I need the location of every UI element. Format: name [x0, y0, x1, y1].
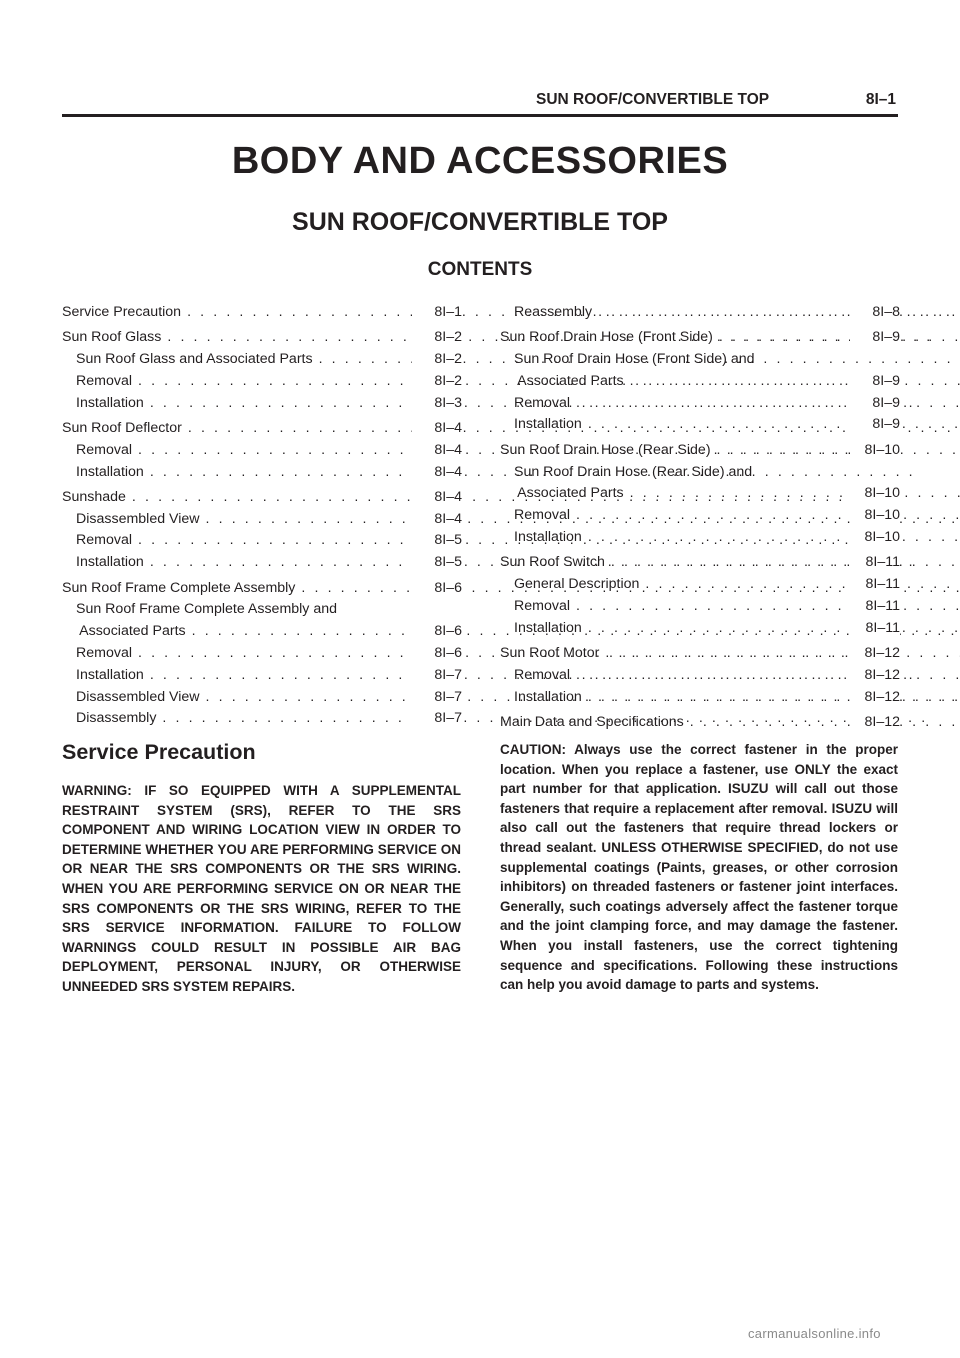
toc-entry[interactable] — [62, 418, 462, 440]
toc-entry-title: Sun Roof Motor — [500, 644, 600, 661]
document-subtitle: SUN ROOF/CONVERTIBLE TOP — [292, 208, 668, 236]
toc-entry-title: Removal — [76, 532, 132, 549]
toc-entry-page: 8I–9 — [850, 371, 900, 393]
toc-dot-leader — [598, 302, 960, 324]
toc-entry-page: 8I–10 — [850, 440, 900, 462]
toc-dot-leader — [588, 687, 960, 709]
toc-entry[interactable] — [500, 712, 900, 734]
toc-entry-page: 8I–4 — [412, 462, 462, 484]
toc-entry-page: 8I–4 — [412, 509, 462, 531]
toc-entry-page: 8I–7 — [412, 665, 462, 687]
toc-entry-title: Removal — [514, 507, 570, 524]
toc-entry[interactable] — [500, 393, 900, 415]
toc-entry-page: 8I–6 — [412, 643, 462, 665]
toc-entry[interactable] — [62, 578, 462, 600]
toc-entry-page: 8I–11 — [850, 618, 900, 640]
toc-entry[interactable] — [62, 440, 462, 462]
header-rule — [62, 114, 898, 117]
toc-entry-page: 8I–10 — [850, 527, 900, 549]
toc-entry-title: Removal — [76, 441, 132, 458]
toc-dot-leader — [588, 414, 960, 436]
toc-dot-leader — [690, 712, 960, 734]
toc-entry-title: Disassembled View — [76, 688, 200, 705]
toc-entry-page: 8I–7 — [412, 687, 462, 709]
toc-entry-page: 8I–2 — [412, 349, 462, 371]
toc-entry[interactable] — [500, 505, 900, 527]
toc-entry-page: 8I–9 — [850, 327, 900, 349]
toc-entry-title: Sun Roof Switch — [500, 554, 605, 571]
toc-entry-title: Associated Parts — [514, 485, 624, 502]
toc-dot-leader — [605, 643, 960, 665]
toc-entry-title: Removal — [514, 394, 570, 411]
toc-entry[interactable] — [500, 643, 900, 665]
toc-entry-title: Installation — [514, 528, 582, 545]
toc-entry[interactable] — [500, 618, 900, 640]
toc-entry-page: 8I–9 — [850, 414, 900, 436]
toc-entry[interactable] — [500, 371, 900, 393]
toc-entry-page: 8I–5 — [412, 552, 462, 574]
toc-entry-title: Installation — [76, 463, 144, 480]
toc-entry-page: 8I–4 — [412, 440, 462, 462]
toc-entry[interactable] — [500, 687, 900, 709]
toc-entry-title: Sun Roof Glass — [62, 329, 162, 346]
toc-entry-page: 8I–2 — [412, 371, 462, 393]
toc-entry[interactable] — [62, 552, 462, 574]
toc-entry-page: 8I–12 — [850, 665, 900, 687]
toc-entry[interactable] — [500, 440, 900, 462]
toc-left-column — [62, 302, 462, 730]
toc-entry[interactable] — [62, 487, 462, 509]
toc-entry[interactable] — [500, 574, 900, 596]
toc-dot-leader — [630, 371, 960, 393]
toc-entry[interactable] — [500, 483, 900, 505]
toc-entry-title: Installation — [76, 554, 144, 571]
toc-entry-title: Disassembly — [76, 710, 157, 727]
header-section-title: SUN ROOF/CONVERTIBLE TOP — [536, 91, 770, 108]
warning-paragraph: WARNING: IF SO EQUIPPED WITH A SUPPLEMENTAL RESTRAINT SYSTEM (SRS), REFER TO THE SRS COMPONENT AND WIRING LOCATION VIEW IN ORDER TO DETERMINE WHETHER YOU ARE PERFORMING SERVICE ON OR NEAR THE SRS COMPONENTS OR THE SRS WIRING. WHEN YOU ARE PERFORMING SERVICE ON OR NEAR THE SRS COMPONENTS OR THE SRS WIRING, REFER TO THE SRS SERVICE INFORMATION. FAILURE TO FOLLOW WARNINGS COULD RESULT IN POSSIBLE AIR BAG DEPLOYMENT, PERSONAL INJURY, OR OTHERWISE UNNEEDED SRS SYSTEM REPAIRS. — [62, 783, 461, 994]
toc-dot-leader — [719, 327, 960, 349]
toc-entry-line: Sun Roof Drain Hose (Front Side) and — [514, 351, 755, 368]
toc-entry-title: Installation — [514, 619, 582, 636]
toc-entry[interactable] — [500, 552, 900, 574]
toc-entry[interactable] — [62, 665, 462, 687]
caution-paragraph: CAUTION: Always use the correct fastener in the proper location. When you replace a fastener, use ONLY the exact part number for that application. ISUZU will call out those fasteners that require a replacement after removal. ISUZU will also call out the fasteners that require thread lockers or thread sealant. UNLESS OTHERWISE SPECIFIED, do not use supplemental coatings (Paints, greases, or other corrosion inhibitors) on threaded fasteners or fastener joint interfaces. Generally, such coatings adversely affect the fastener torque and the joint clamping force, and may damage the fastener. When you install fasteners, use the correct tightening sequence and specifications. Following these instructions can help you avoid damage to parts and systems. — [500, 742, 898, 993]
toc-entry-title: Sun Roof Deflector — [62, 419, 182, 436]
toc-entry-title: Sun Roof Frame Complete Assembly — [62, 579, 296, 596]
toc-entry[interactable] — [62, 302, 462, 324]
toc-entry-page: 8I–6 — [412, 578, 462, 600]
toc-entry-page: 8I–5 — [412, 530, 462, 552]
toc-entry-page: 8I–10 — [850, 505, 900, 527]
toc-dot-leader — [576, 596, 960, 618]
toc-entry-title: Disassembled View — [76, 510, 200, 527]
toc-dot-leader — [576, 393, 960, 415]
toc-entry-title: Removal — [514, 597, 570, 614]
toc-dot-leader — [588, 527, 960, 549]
toc-right-column — [500, 302, 900, 734]
contents-heading: CONTENTS — [427, 259, 533, 280]
toc-entry-page: 8I–11 — [850, 596, 900, 618]
toc-dot-leader — [611, 552, 960, 574]
toc-entry-title: Installation — [76, 394, 144, 411]
section-heading-service-precaution: Service Precaution — [62, 740, 256, 764]
toc-entry-title: Installation — [514, 688, 582, 705]
toc-entry[interactable] — [500, 596, 900, 618]
toc-entry-title: Installation — [76, 666, 144, 683]
toc-entry-page: 8I–3 — [412, 393, 462, 415]
toc-dot-leader — [588, 618, 960, 640]
toc-entry[interactable] — [500, 414, 900, 436]
toc-entry[interactable] — [62, 687, 462, 709]
toc-entry-page: 8I–12 — [850, 712, 900, 734]
toc-dot-leader — [576, 505, 960, 527]
page-header — [536, 88, 896, 112]
toc-entry-title: Sunshade — [62, 488, 126, 505]
toc-dot-leader — [630, 483, 960, 505]
toc-entry-page: 8I–12 — [850, 643, 900, 665]
toc-dot-leader — [717, 440, 960, 462]
toc-dot-leader — [576, 665, 960, 687]
toc-entry-page: 8I–4 — [412, 487, 462, 509]
toc-entry-title: Associated Parts — [514, 372, 624, 389]
toc-entry-page: 8I–4 — [412, 418, 462, 440]
toc-entry[interactable] — [62, 327, 462, 349]
toc-entry-title: General Description — [514, 576, 640, 593]
toc-entry-page: 8I–9 — [850, 393, 900, 415]
toc-entry[interactable] — [62, 509, 462, 531]
toc-entry-title: Sun Roof Glass and Associated Parts — [76, 351, 313, 368]
toc-entry-title: Associated Parts — [76, 623, 186, 640]
toc-entry-title: Service Precaution — [62, 304, 182, 320]
toc-entry-page: 8I–11 — [850, 574, 900, 596]
document-title: BODY AND ACCESSORIES — [231, 140, 729, 182]
toc-entry-title: Removal — [514, 666, 570, 683]
toc-entry[interactable] — [62, 349, 462, 371]
toc-entry-page: 8I–7 — [412, 708, 462, 730]
toc-entry-title: Removal — [76, 372, 132, 389]
toc-entry[interactable] — [62, 530, 462, 552]
toc-entry[interactable] — [62, 643, 462, 665]
toc-entry[interactable] — [62, 393, 462, 415]
toc-entry-page: 8I–8 — [850, 302, 900, 324]
toc-dot-leader — [645, 574, 960, 596]
toc-entry-title: Removal — [76, 644, 132, 661]
toc-entry-title: Installation — [514, 416, 582, 433]
toc-entry[interactable] — [62, 708, 462, 730]
toc-entry-line: Sun Roof Frame Complete Assembly and — [76, 601, 338, 618]
toc-entry-title: Reassembly — [514, 304, 593, 320]
toc-entry[interactable] — [500, 527, 900, 549]
toc-entry-line: Sun Roof Drain Hose (Rear Side) and — [514, 463, 753, 480]
toc-entry-page: 8I–1 — [412, 302, 462, 324]
toc-entry-page: 8I–6 — [412, 621, 462, 643]
toc-entry[interactable] — [500, 302, 900, 324]
toc-entry-title: Sun Roof Drain Hose (Front Side) — [500, 329, 713, 346]
toc-entry[interactable] — [62, 371, 462, 393]
header-page-number: 8I–1 — [865, 91, 896, 108]
toc-entry-page: 8I–11 — [850, 552, 900, 574]
toc-entry[interactable] — [500, 665, 900, 687]
toc-entry-title: Main Data and Specifications — [500, 713, 684, 730]
toc-entry[interactable] — [62, 621, 462, 643]
watermark-footer: carmanualsonline.info — [748, 1326, 881, 1341]
toc-entry-page: 8I–2 — [412, 327, 462, 349]
toc-entry[interactable] — [500, 327, 900, 349]
toc-entry-page: 8I–12 — [850, 687, 900, 709]
toc-entry[interactable] — [62, 462, 462, 484]
toc-entry-title: Sun Roof Drain Hose (Rear Side) — [500, 441, 711, 458]
toc-entry-page: 8I–10 — [850, 483, 900, 505]
